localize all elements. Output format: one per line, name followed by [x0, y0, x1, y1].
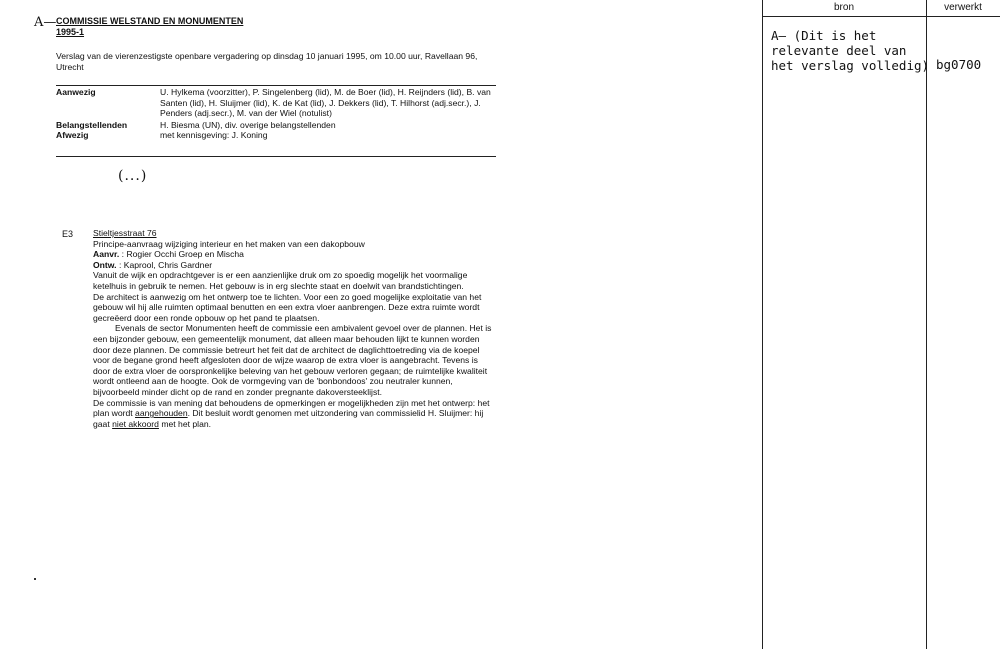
verwerkt-column-header: verwerkt [944, 2, 982, 13]
attendance-value: H. Biesma (UN), div. overige belangstellenden [160, 119, 336, 130]
applicant-label: Aanvr. [93, 249, 120, 260]
document-title: COMMISSIE WELSTAND EN MONUMENTEN [56, 16, 244, 26]
paragraph-3: Evenals de sector Monumenten heeft de commissie een ambivalent gevoel over de plannen. Het is een bijzonder gebouw, een gemeentelijk monument, dat alleen maar behouden lijkt te kunnen worden door deze plannen. De commissie betreurt het feit dat de architect de daglichttoetreding via de koepel voor de begane grond heeft afgesloten door de wijze waarop de extra vloer is aangebracht. Tevens is door de extra vloer de oorspronkelijke beleving van het gebouw verloren gegaan; de ruimtelijke kwaliteit wordt ontleend aan de hoogte. Ook de vormgeving van de 'bonbondoos' zou neutraler kunnen, bijvoorbeeld minder dicht op de rand en zonder pregnante dakoversteeklijst. [93, 323, 492, 397]
section-street: Stieltjesstraat 76 [93, 228, 157, 238]
bron-column-header: bron [833, 2, 854, 13]
attendance-label: Aanwezig [56, 87, 96, 97]
meeting-intro: Verslag van de vierenzestigste openbare vergadering op dinsdag 10 januari 1995, om 10.00 uur, Ravellaan 96, Utrecht [56, 51, 478, 72]
attendance-bottom-rule [56, 156, 496, 157]
attendance-value: met kennisgeving: J. Koning [160, 130, 268, 141]
paragraph-4 [93, 398, 493, 430]
document-year: 1995-1 [56, 27, 85, 37]
attendance-value: U. Hylkema (voorzitter), P. Singelenberg (lid), M. de Boer (lid), H. Reijnders (lid), B. van Santen (lid), H. Sluijmer (lid), K. de Kat (lid), J. Dekkers (lid), T. Hilhorst (adj.secr.), J. Penders (adj.secr.), M. van der Wiel (notulist) [160, 87, 491, 119]
omission-ellipsis: (...) [118, 168, 148, 184]
attendance-label: Belangstellenden [56, 119, 128, 130]
attendance-block [56, 87, 496, 141]
decision-dissent: niet akkoord [112, 418, 159, 429]
applicant-line [93, 249, 493, 260]
designer-line [93, 260, 493, 271]
decision-held: aangehouden [135, 408, 188, 419]
section-subject: Principe-aanvraag wijziging interieur en het maken van een dakopbouw [93, 238, 365, 249]
attendance-top-rule [56, 85, 496, 86]
attendance-row-absent [56, 130, 496, 141]
paragraph-4-text: . Dit besluit wordt genomen met uitzondering van commissielid H. Sluijmer: hij gaat [93, 408, 484, 429]
bron-note: A— (Dit is het relevante deel van het verslag volledig) [771, 28, 930, 73]
section-marker: A— [34, 15, 57, 30]
section-number: E3 [62, 229, 74, 239]
attendance-row-present [56, 87, 496, 119]
paragraph-2: De architect is aanwezig om het ontwerp toe te lichten. Voor een zo goed mogelijke exploitatie van het gebouw wil hij alle ruimten optimaal benutten en een extra vloer aanbrengen. Deze extra ruimte wordt gecreëerd door een ronde opbouw op het pand te plaatsen. [93, 291, 482, 323]
designer-value: : Kaprool, Chris Gardner [116, 259, 213, 270]
column-divider-left [762, 0, 763, 649]
attendance-row-interested [56, 120, 496, 131]
designer-label: Ontw. [93, 259, 117, 270]
stray-mark [34, 578, 36, 580]
column-divider-right [926, 0, 927, 649]
verwerkt-code: bg0700 [936, 57, 982, 72]
applicant-value: : Rogier Occhi Groep en Mischa [119, 249, 244, 260]
section-body [93, 228, 493, 429]
paragraph-4-text: De commissie is van mening dat behoudens de opmerkingen er mogelijkheden zijn met het ontwerp: het plan wordt [93, 397, 490, 419]
attendance-label: Afwezig [56, 130, 89, 141]
column-header-rule [762, 16, 1000, 17]
paragraph-4-text: met het plan. [158, 418, 212, 429]
paragraph-1: Vanuit de wijk en opdrachtgever is er een aanzienlijke druk om zo spoedig mogelijk het voormalige ketelhuis in gebruik te nemen. Het gebouw is in erg slechte staat en doelwit van brandstichtingen. [93, 270, 468, 291]
